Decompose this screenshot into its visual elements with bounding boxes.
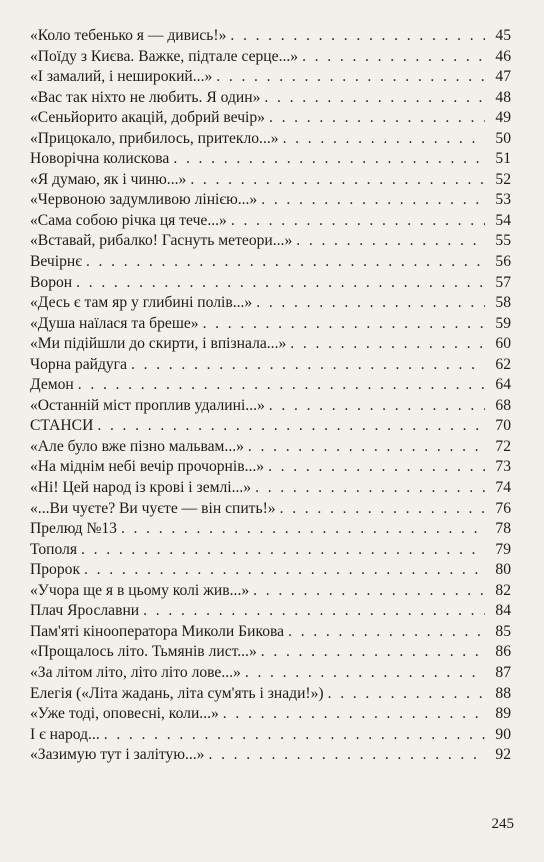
dot-leader bbox=[203, 314, 485, 335]
toc-entry-page: 82 bbox=[495, 581, 511, 599]
toc-entry bbox=[30, 170, 511, 191]
toc-entry-page: 45 bbox=[495, 27, 511, 44]
dot-leader bbox=[81, 540, 485, 561]
toc-entry-page: 51 bbox=[495, 150, 511, 168]
toc-entry bbox=[30, 231, 511, 252]
toc-entry-title: «Учора ще я в цьому колі жив...» bbox=[30, 581, 250, 599]
dot-leader bbox=[328, 684, 485, 705]
toc-entry-title: «Прощалось літо. Тьмянів лист...» bbox=[30, 643, 257, 661]
toc-entry-page: 79 bbox=[495, 540, 511, 558]
toc-entry-title: «І замалий, і неширокий...» bbox=[30, 68, 213, 86]
toc-entry bbox=[30, 47, 511, 68]
toc-entry-title: «Коло тебенько я — дивись!» bbox=[30, 27, 227, 44]
toc-entry-title: «Десь є там яр у глибині полів...» bbox=[30, 294, 253, 312]
toc-entry-page: 58 bbox=[495, 294, 511, 312]
dot-leader bbox=[231, 211, 485, 232]
dot-leader bbox=[253, 581, 485, 602]
dot-leader bbox=[296, 231, 485, 252]
toc-entry bbox=[30, 745, 511, 766]
toc-entry-page: 74 bbox=[495, 479, 511, 497]
dot-leader bbox=[280, 499, 485, 520]
toc-entry-page: 90 bbox=[495, 725, 511, 743]
toc-entry-page: 73 bbox=[495, 458, 511, 476]
toc-entry-title: «Уже тоді, оповесні, коли...» bbox=[30, 705, 219, 723]
toc-entry-title: Демон bbox=[30, 376, 74, 394]
toc-entry bbox=[30, 293, 511, 314]
toc-entry bbox=[30, 375, 511, 396]
toc-entry-title: Пророк bbox=[30, 561, 81, 579]
toc-entry bbox=[30, 314, 511, 335]
toc-entry-title: Прелюд №13 bbox=[30, 520, 117, 538]
toc-entry-page: 56 bbox=[495, 253, 511, 271]
page-number: 245 bbox=[491, 816, 514, 832]
toc-entry bbox=[30, 211, 511, 232]
toc-entry-title: «Прицокало, прибилось, притекло...» bbox=[30, 129, 279, 147]
toc-entry bbox=[30, 642, 511, 663]
toc-entry bbox=[30, 396, 511, 417]
toc-entry-page: 52 bbox=[495, 170, 511, 188]
toc-entry-page: 70 bbox=[495, 417, 511, 435]
dot-leader bbox=[261, 642, 485, 663]
toc-entry-title: Ворон bbox=[30, 273, 73, 291]
toc-entry bbox=[30, 540, 511, 561]
dot-leader bbox=[230, 26, 485, 47]
dot-leader bbox=[173, 149, 485, 170]
toc-entry-title: Тополя bbox=[30, 540, 78, 558]
toc-entry-title: Плач Ярославни bbox=[30, 602, 140, 620]
toc-entry-title: «Вставай, рибалко! Гаснуть метеори...» bbox=[30, 232, 293, 250]
toc-entry bbox=[30, 190, 511, 211]
toc-entry-page: 76 bbox=[495, 499, 511, 517]
table-of-contents bbox=[30, 26, 511, 766]
toc-entry bbox=[30, 684, 511, 705]
dot-leader bbox=[288, 622, 485, 643]
toc-entry bbox=[30, 663, 511, 684]
dot-leader bbox=[97, 416, 485, 437]
toc-entry bbox=[30, 519, 511, 540]
dot-leader bbox=[283, 129, 485, 150]
dot-leader bbox=[131, 355, 485, 376]
toc-entry-page: 92 bbox=[495, 746, 511, 764]
toc-entry-title: «Вас так ніхто не любить. Я один» bbox=[30, 88, 261, 106]
dot-leader bbox=[190, 170, 485, 191]
toc-entry-page: 48 bbox=[495, 88, 511, 106]
toc-entry bbox=[30, 416, 511, 437]
dot-leader bbox=[269, 396, 485, 417]
toc-entry bbox=[30, 252, 511, 273]
toc-entry-title: Вечірнє bbox=[30, 253, 82, 271]
dot-leader bbox=[264, 88, 485, 109]
dot-leader bbox=[208, 745, 485, 766]
toc-entry-page: 46 bbox=[495, 47, 511, 65]
dot-leader bbox=[86, 252, 485, 273]
toc-entry-title: «...Ви чуєте? Ви чуєте — він спить!» bbox=[30, 499, 276, 517]
toc-entry bbox=[30, 67, 511, 88]
toc-entry-page: 47 bbox=[495, 68, 511, 86]
dot-leader bbox=[121, 519, 485, 540]
toc-entry-page: 85 bbox=[495, 622, 511, 640]
toc-entry-page: 59 bbox=[495, 314, 511, 332]
dot-leader bbox=[256, 293, 485, 314]
dot-leader bbox=[248, 437, 485, 458]
toc-entry bbox=[30, 26, 511, 47]
dot-leader bbox=[268, 457, 485, 478]
toc-entry-title: Новорічна колискова bbox=[30, 150, 170, 168]
dot-leader bbox=[302, 47, 485, 68]
toc-entry-page: 89 bbox=[495, 705, 511, 723]
toc-entry-page: 53 bbox=[495, 191, 511, 209]
toc-entry bbox=[30, 478, 511, 499]
toc-entry bbox=[30, 108, 511, 129]
toc-entry-page: 88 bbox=[495, 684, 511, 702]
toc-entry bbox=[30, 149, 511, 170]
toc-entry-title: Чорна райдуга bbox=[30, 355, 128, 373]
dot-leader bbox=[223, 704, 485, 725]
toc-entry-title: «Поїду з Києва. Важке, підтале серце...» bbox=[30, 47, 299, 65]
toc-entry bbox=[30, 499, 511, 520]
dot-leader bbox=[84, 560, 485, 581]
toc-entry bbox=[30, 88, 511, 109]
toc-entry bbox=[30, 560, 511, 581]
toc-entry bbox=[30, 581, 511, 602]
toc-entry-page: 55 bbox=[495, 232, 511, 250]
toc-entry-page: 72 bbox=[495, 437, 511, 455]
dot-leader bbox=[104, 725, 485, 746]
toc-entry-title: «Сеньйорито акацій, добрий вечір» bbox=[30, 109, 265, 127]
toc-entry-page: 80 bbox=[495, 561, 511, 579]
toc-entry-page: 60 bbox=[495, 335, 511, 353]
dot-leader bbox=[143, 601, 485, 622]
toc-entry bbox=[30, 437, 511, 458]
toc-entry bbox=[30, 334, 511, 355]
dot-leader bbox=[245, 663, 485, 684]
toc-entry-title: І є народ... bbox=[30, 725, 100, 743]
toc-entry-title: «За літом літо, літо літо лове...» bbox=[30, 663, 241, 681]
dot-leader bbox=[290, 334, 485, 355]
toc-entry-title: «Зазимую тут і залітую...» bbox=[30, 746, 205, 764]
toc-entry-page: 84 bbox=[495, 602, 511, 620]
dot-leader bbox=[216, 67, 485, 88]
toc-entry-title: «Останній міст проплив удалині...» bbox=[30, 396, 265, 414]
toc-entry-page: 50 bbox=[495, 129, 511, 147]
toc-entry-title: Елегія («Літа жадань, літа сум'ять і знади!») bbox=[30, 684, 324, 702]
toc-entry-title: «Я думаю, як і чиню...» bbox=[30, 170, 187, 188]
toc-entry-page: 87 bbox=[495, 663, 511, 681]
toc-entry-page: 78 bbox=[495, 520, 511, 538]
dot-leader bbox=[78, 375, 485, 396]
dot-leader bbox=[261, 190, 485, 211]
toc-entry-page: 49 bbox=[495, 109, 511, 127]
toc-entry-title: «Сама собою річка ця тече...» bbox=[30, 211, 227, 229]
toc-entry-title: «Душа наїлася та бреше» bbox=[30, 314, 199, 332]
toc-entry-page: 62 bbox=[495, 355, 511, 373]
toc-entry-title: СТАНСИ bbox=[30, 417, 94, 435]
toc-entry-title: «Ні! Цей народ із крові і землі...» bbox=[30, 479, 252, 497]
toc-entry bbox=[30, 725, 511, 746]
toc-entry-title: «На міднім небі вечір прочорнів...» bbox=[30, 458, 265, 476]
toc-entry bbox=[30, 129, 511, 150]
toc-entry-title: «Червоною задумливою лінією...» bbox=[30, 191, 258, 209]
toc-entry bbox=[30, 622, 511, 643]
toc-entry-title: «Але було вже пізно мальвам...» bbox=[30, 437, 244, 455]
toc-entry bbox=[30, 457, 511, 478]
toc-entry-page: 86 bbox=[495, 643, 511, 661]
dot-leader bbox=[76, 273, 485, 294]
toc-entry bbox=[30, 601, 511, 622]
toc-entry-page: 54 bbox=[495, 211, 511, 229]
dot-leader bbox=[269, 108, 485, 129]
toc-entry-title: Пам'яті кінооператора Миколи Бикова bbox=[30, 622, 285, 640]
dot-leader bbox=[255, 478, 485, 499]
toc-entry-page: 68 bbox=[495, 396, 511, 414]
toc-entry-page: 64 bbox=[495, 376, 511, 394]
toc-entry bbox=[30, 704, 511, 725]
toc-entry bbox=[30, 355, 511, 376]
toc-entry bbox=[30, 273, 511, 294]
toc-entry-page: 57 bbox=[495, 273, 511, 291]
toc-entry-title: «Ми підійшли до скирти, і впізнала...» bbox=[30, 335, 287, 353]
